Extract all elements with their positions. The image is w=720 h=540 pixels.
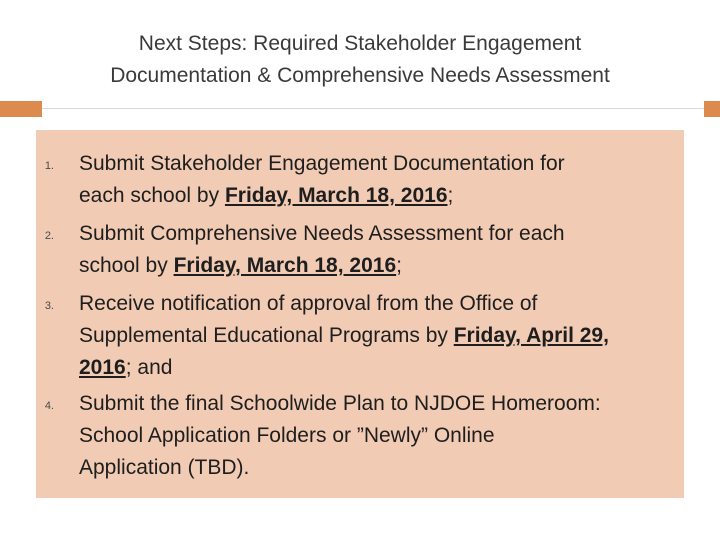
steps-panel: [36, 130, 684, 498]
deadline-date: 2016: [79, 356, 126, 379]
step-line: Submit the final Schoolwide Plan to NJDOE Homeroom:: [79, 392, 601, 415]
step-line: [79, 320, 679, 352]
slide-title-line-1: Next Steps: Required Stakeholder Engagement: [138, 32, 582, 55]
step-number: 1.: [44, 160, 54, 172]
step-number: 3.: [44, 300, 54, 312]
step-line: [79, 352, 679, 384]
deadline-date: Friday, March 18, 2016: [224, 184, 448, 207]
step-line: [79, 250, 679, 282]
step-text-segment: each school by: [79, 184, 225, 207]
step-line: Application (TBD).: [79, 456, 250, 479]
step-text: [79, 218, 679, 282]
deadline-date: Friday, March 18, 2016: [173, 254, 397, 277]
step-number: 4.: [44, 400, 54, 412]
accent-block-right: [704, 101, 720, 117]
step-text-segment: ;: [396, 254, 402, 277]
accent-block-left: [0, 101, 42, 117]
step-text-segment: school by: [79, 254, 174, 277]
slide-title: [30, 28, 690, 92]
step-line: [79, 180, 679, 212]
step-line: Receive notification of approval from the Office of: [79, 292, 538, 315]
step-line: School Application Folders or ”Newly” Online: [79, 424, 495, 447]
step-text: [79, 388, 679, 484]
step-line: Submit Comprehensive Needs Assessment for each: [79, 222, 565, 245]
deadline-date: Friday, April 29,: [453, 324, 609, 347]
step-text: [79, 148, 679, 212]
step-text-segment: Supplemental Educational Programs by: [79, 324, 454, 347]
step-text-segment: ;: [447, 184, 454, 207]
step-number: 2.: [44, 230, 54, 242]
step-text: [79, 288, 679, 384]
divider-line: [42, 108, 704, 109]
step-text-segment: ; and: [125, 356, 173, 379]
slide-title-line-2: Documentation & Comprehensive Needs Assessment: [110, 64, 610, 87]
step-line: Submit Stakeholder Engagement Documentation for: [79, 152, 565, 175]
